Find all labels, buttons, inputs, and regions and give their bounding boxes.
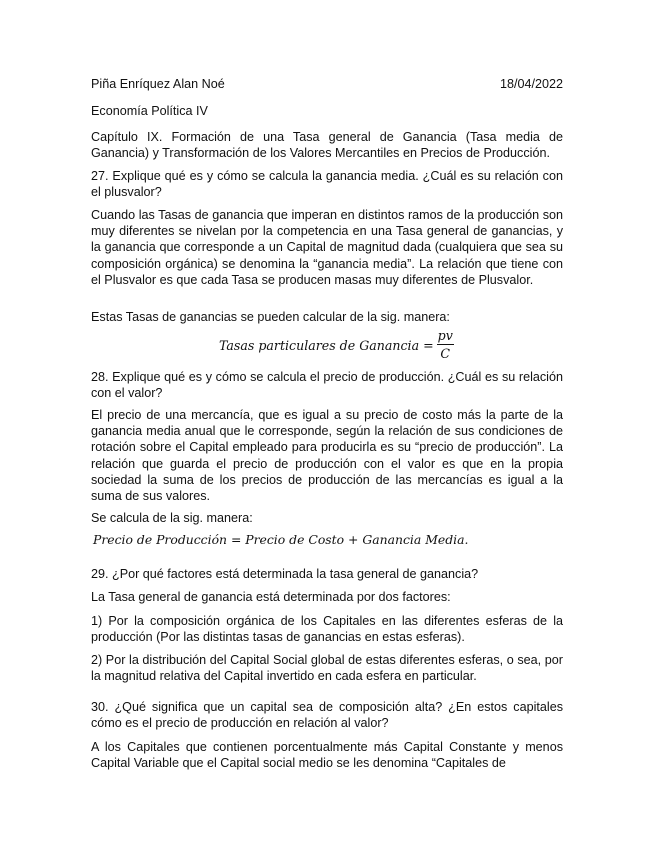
question-28: 28. Explique qué es y cómo se calcula el precio de producción. ¿Cuál es su relación con el valor? — [91, 370, 563, 401]
answer-29-intro: La Tasa general de ganancia está determinada por dos factores: — [91, 590, 451, 604]
answer-28-calc-intro: Se calcula de la sig. manera: — [91, 511, 253, 525]
question-30: 30. ¿Qué significa que un capital sea de composición alta? ¿En estos capitales cómo es el precio de producción en relación al valor? — [91, 700, 563, 731]
course-title: Economía Política IV — [91, 104, 208, 118]
answer-30: A los Capitales que contienen porcentualmente más Capital Constante y menos Capital Variable que el Capital social medio se les denomina “Capitales de — [91, 740, 563, 771]
formula-tasa-ganancia-lhs: Tasas particulares de Ganancia = — [219, 337, 434, 353]
document-date: 18/04/2022 — [499, 77, 563, 91]
answer-28: El precio de una mercancía, que es igual a su precio de costo más la parte de la ganancia media anual que le corresponde, según la relación de sus condiciones de rotación sobre el Capital empleado para producirla es su “precio de producción”. La relación que guarda el precio de producción con el valor es que en la propia sociedad la suma de los precios de producción de las mercancías es igual a la suma de sus valores. — [91, 408, 563, 504]
formula-tasa-ganancia — [219, 328, 454, 362]
answer-27: Cuando las Tasas de ganancia que imperan en distintos ramos de la producción son muy diferentes se nivelan por la competencia en una Tasa general de ganancias, y la ganancia que corresponde a un Capital de magnitud dada (cualquiera que sea su composición orgánica) se denomina la “ganancia media”. La relación que tiene con el Plusvalor es que cada Tasa se producen masas muy diferentes de Plusvalor. — [91, 208, 563, 287]
formula-fraction — [437, 329, 454, 361]
chapter-title: Capítulo IX. Formación de una Tasa general de Ganancia (Tasa media de Ganancia) y Transformación de los Valores Mercantiles en Precios de Producción. — [91, 130, 563, 161]
answer-29-factor-2: 2) Por la distribución del Capital Social global de estas diferentes esferas, o sea, por la magnitud relativa del Capital invertido en cada esfera en particular. — [91, 653, 563, 684]
formula-precio-produccion: Precio de Producción = Precio de Costo + Ganancia Media. — [93, 532, 469, 547]
author-name: Piña Enríquez Alan Noé — [91, 77, 225, 91]
answer-27-calc-intro: Estas Tasas de ganancias se pueden calcular de la sig. manera: — [91, 310, 450, 324]
question-27: 27. Explique qué es y cómo se calcula la ganancia media. ¿Cuál es su relación con el plusvalor? — [91, 169, 563, 200]
formula-numerator: pv — [437, 328, 453, 343]
document-header — [91, 76, 563, 92]
answer-29-factor-1: 1) Por la composición orgánica de los Capitales en las diferentes esferas de la producción (Por las distintas tasas de ganancias en estas esferas). — [91, 614, 563, 645]
formula-denominator: C — [440, 346, 451, 361]
question-29: 29. ¿Por qué factores está determinada la tasa general de ganancia? — [91, 567, 479, 581]
